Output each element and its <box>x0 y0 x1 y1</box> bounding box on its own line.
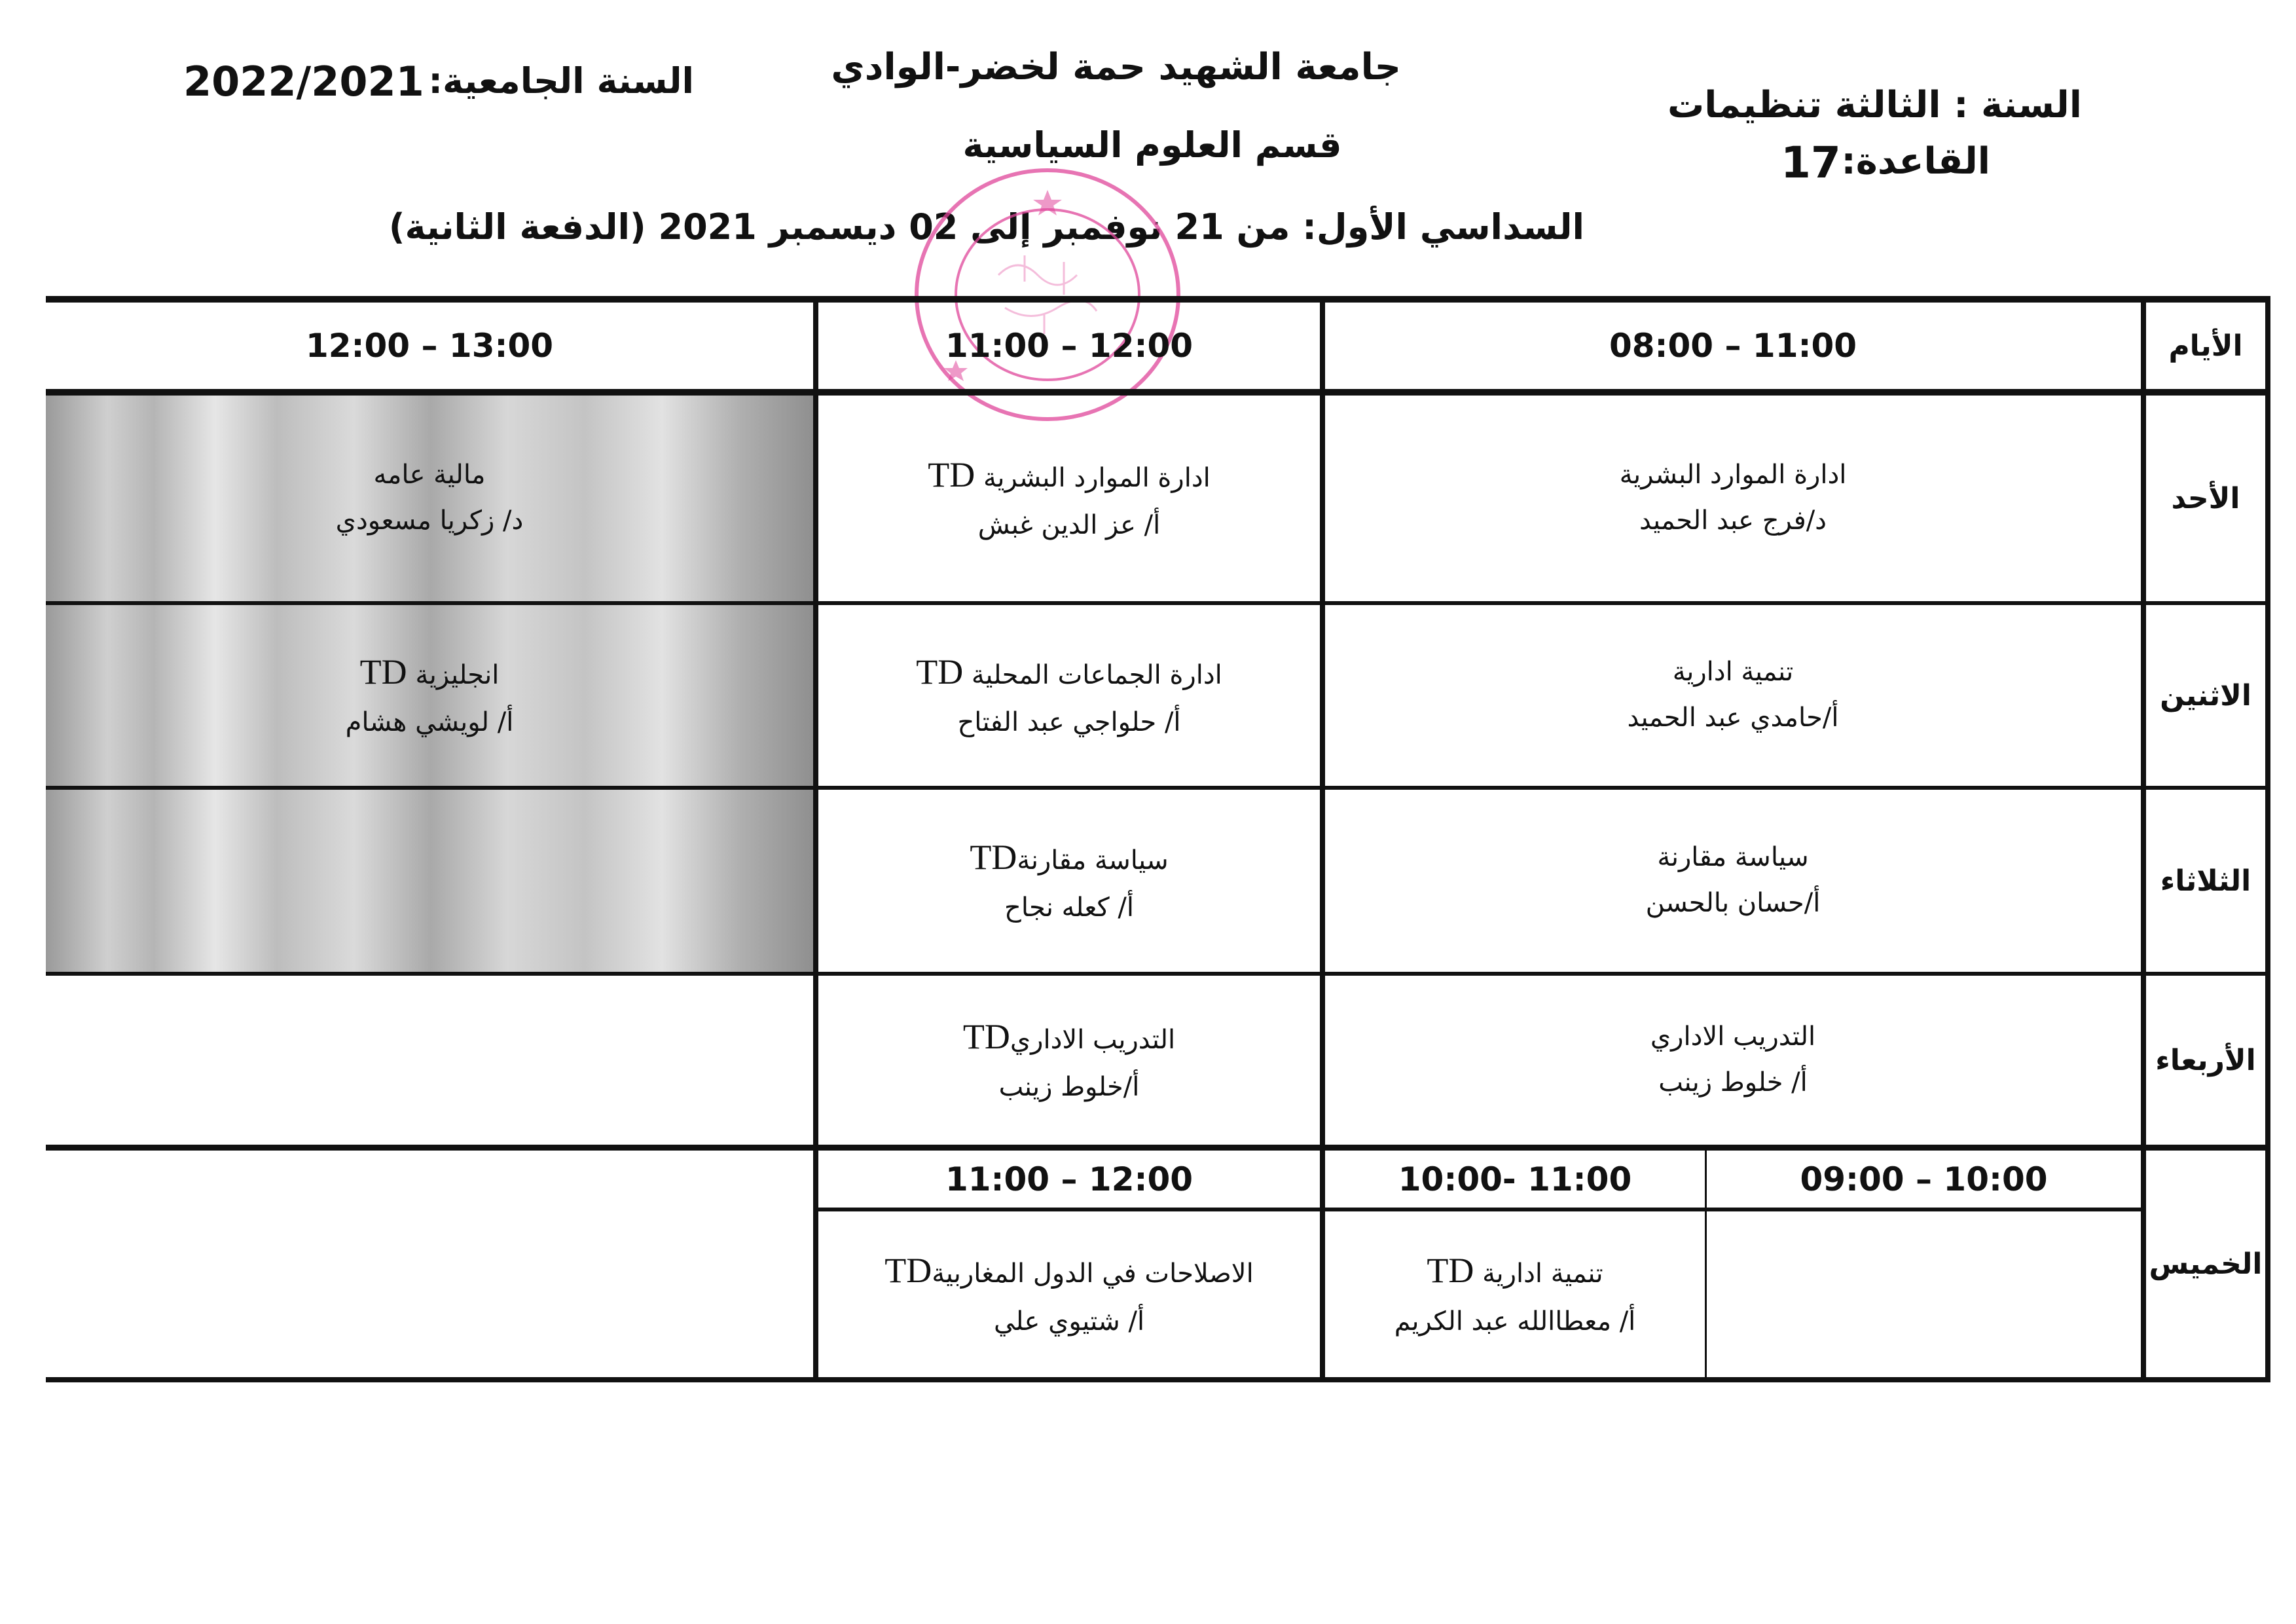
subject-name: التدريب الاداريTD <box>962 1016 1176 1056</box>
subject-name: تنمية ادارية <box>1672 657 1794 687</box>
thursday-time-slot-1 <box>1707 1151 2141 1208</box>
lesson-cell <box>1325 605 2141 786</box>
td-tag: TD <box>884 1251 932 1291</box>
time-slot-label: 09:00 – 10:00 <box>1800 1160 2048 1198</box>
subject-name: سياسة مقارنة <box>1657 842 1809 872</box>
day-label: الخميس <box>2149 1247 2263 1281</box>
professor-name: أ/ شتيوي علي <box>993 1306 1145 1337</box>
table-rule <box>46 389 2270 396</box>
lesson-cell <box>1325 1211 1705 1377</box>
table-rule <box>813 296 818 1382</box>
subject-name: الاصلاحات في الدول المغاربيةTD <box>884 1251 1254 1291</box>
table-border-bottom <box>46 1377 2270 1382</box>
day-label: الاثنين <box>2160 678 2251 712</box>
time-slot-label: 10:00- 11:00 <box>1398 1160 1632 1198</box>
lesson-cell <box>1325 790 2141 972</box>
day-cell <box>2146 396 2265 601</box>
day-cell <box>2146 976 2265 1145</box>
lesson-cell <box>46 605 813 786</box>
professor-name: أ/ كعله نجاح <box>1004 893 1135 923</box>
subject-name: التدريب الاداري <box>1650 1022 1816 1052</box>
subject-name: مالية عامه <box>373 460 486 490</box>
semester-line: السداسي الأول: من 21 نوفمبر إلى 02 ديسمبر 2021 (الدفعة الثانية) <box>388 206 1584 248</box>
study-level: السنة : الثالثة تنظيمات <box>1667 84 2082 126</box>
professor-name: أ/ حلواجي عبد الفتاح <box>957 707 1181 738</box>
time-slot-1 <box>1325 303 2141 389</box>
days-header-label: الأيام <box>2168 329 2243 363</box>
room-number: 17 <box>1781 138 1841 188</box>
time-slot-3 <box>46 303 813 389</box>
lesson-cell <box>818 790 1320 972</box>
thursday-time-slot-2 <box>1325 1151 1705 1208</box>
department-name: قسم العلوم السياسية <box>962 124 1342 166</box>
day-cell <box>2146 1151 2265 1377</box>
time-slot-label: 08:00 – 11:00 <box>1609 327 1857 365</box>
subject-name: ادارة الموارد البشرية <box>1619 460 1847 490</box>
professor-name: د/فرج عبد الحميد <box>1639 506 1827 536</box>
day-cell <box>2146 605 2265 786</box>
td-tag: TD <box>1427 1251 1474 1291</box>
table-rule <box>46 1145 2270 1151</box>
day-label: الأحد <box>2171 481 2240 515</box>
day-label: الأربعاء <box>2155 1043 2256 1077</box>
lesson-cell <box>818 605 1320 786</box>
table-border-top <box>46 296 2270 303</box>
td-tag: TD <box>928 454 975 494</box>
professor-name: أ/خلوط زينب <box>998 1072 1140 1103</box>
td-tag: TD <box>970 837 1017 877</box>
days-header <box>2146 303 2265 389</box>
thursday-time-slot-3 <box>818 1151 1320 1208</box>
time-slot-label: 11:00 – 12:00 <box>945 1160 1194 1198</box>
lesson-cell <box>818 976 1320 1145</box>
table-border-right <box>2265 296 2270 1382</box>
professor-name: أ/ عز الدين غبش <box>977 510 1161 541</box>
subject-name: ادارة الجماعات المحلية TD <box>916 652 1222 692</box>
academic-year-value: 2022/2021 <box>183 58 424 105</box>
professor-name: أ/ معطاالله عبد الكريم <box>1394 1306 1636 1337</box>
subject-name: انجليزية TD <box>359 652 500 692</box>
day-label: الثلاثاء <box>2160 864 2251 898</box>
lesson-cell <box>1325 396 2141 601</box>
lesson-cell <box>818 396 1320 601</box>
td-tag: TD <box>962 1016 1010 1056</box>
day-cell <box>2146 790 2265 972</box>
td-tag: TD <box>359 652 407 692</box>
table-rule <box>2141 296 2146 1382</box>
subject-name: ادارة الموارد البشرية TD <box>928 454 1211 494</box>
professor-name: أ/ خلوط زينب <box>1658 1067 1808 1098</box>
lesson-cell <box>818 1211 1320 1377</box>
lesson-cell <box>46 396 813 601</box>
professor-name: أ/حامدي عبد الحميد <box>1627 703 1839 733</box>
time-slot-2 <box>818 303 1320 389</box>
professor-name: أ/حسان بالحسن <box>1645 888 1821 918</box>
room-label: القاعدة: <box>1841 140 1990 183</box>
td-tag: TD <box>916 652 964 692</box>
table-rule <box>1320 296 1325 1382</box>
lesson-cell <box>1325 976 2141 1145</box>
time-slot-label: 12:00 – 13:00 <box>305 327 554 365</box>
subject-name: سياسة مقارنةTD <box>970 837 1169 877</box>
professor-name: أ/ لويشي هشام <box>345 707 514 738</box>
academic-year-label: السنة الجامعية: <box>428 60 694 101</box>
time-slot-label: 11:00 – 12:00 <box>945 327 1194 365</box>
subject-name: تنمية ادارية TD <box>1427 1251 1603 1291</box>
professor-name: د/ زكريا مسعودي <box>335 506 524 536</box>
university-name: جامعة الشهيد حمة لخضر-الوادي <box>831 46 1401 88</box>
